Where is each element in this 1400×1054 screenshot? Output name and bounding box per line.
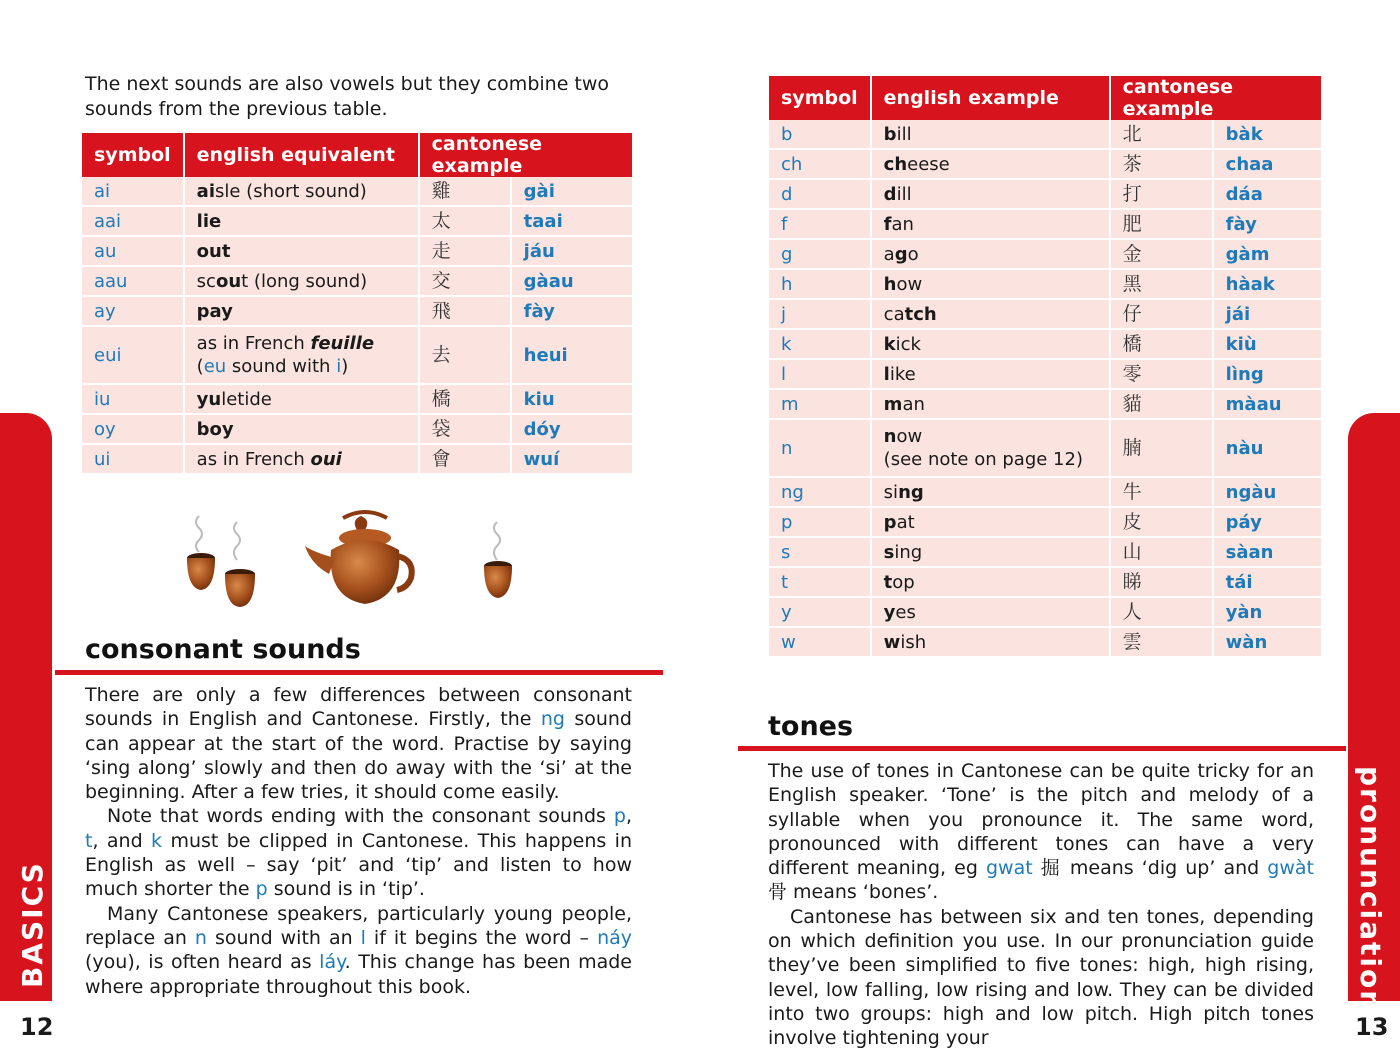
romanization-cell: jái — [1213, 299, 1321, 329]
chinese-character-cell: 睇 — [1110, 567, 1213, 597]
romanization-cell: wàn — [1213, 627, 1321, 657]
symbol-cell: aau — [82, 266, 184, 296]
table-row — [769, 419, 1321, 477]
romanization-cell: gàm — [1213, 239, 1321, 269]
chinese-character-cell: 會 — [419, 444, 511, 474]
english-cell: dill — [871, 179, 1110, 209]
romanization-cell: sàan — [1213, 537, 1321, 567]
chinese-character-cell: 金 — [1110, 239, 1213, 269]
english-cell: cheese — [871, 149, 1110, 179]
chinese-character-cell: 肥 — [1110, 209, 1213, 239]
chinese-character-cell: 牛 — [1110, 477, 1213, 507]
table-row — [769, 359, 1321, 389]
romanization-cell: chaa — [1213, 149, 1321, 179]
english-cell: aisle (short sound) — [184, 177, 419, 206]
english-cell: yes — [871, 597, 1110, 627]
table-row — [769, 120, 1321, 149]
vowel-table — [82, 133, 632, 475]
romanization-cell: lìng — [1213, 359, 1321, 389]
chinese-character-cell: 山 — [1110, 537, 1213, 567]
romanization-cell: páy — [1213, 507, 1321, 537]
chinese-character-cell: 零 — [1110, 359, 1213, 389]
english-cell: how — [871, 269, 1110, 299]
romanization-cell: dáa — [1213, 179, 1321, 209]
table-row — [769, 329, 1321, 359]
symbol-cell: eui — [82, 326, 184, 384]
consonant-sounds-heading: consonant sounds — [85, 634, 361, 665]
symbol-cell: ui — [82, 444, 184, 474]
tones-heading: tones — [768, 711, 854, 742]
header-english-equivalent: english equivalent — [184, 133, 419, 177]
english-cell: bill — [871, 120, 1110, 149]
section-divider — [738, 746, 1346, 751]
chinese-character-cell: 雲 — [1110, 627, 1213, 657]
english-cell: yuletide — [184, 384, 419, 414]
english-cell: kick — [871, 329, 1110, 359]
steaming-cup-icon — [225, 522, 255, 607]
header-english-example: english example — [871, 76, 1110, 120]
symbol-cell: d — [769, 179, 871, 209]
english-cell: man — [871, 389, 1110, 419]
romanization-cell: heui — [511, 326, 632, 384]
table-row — [769, 239, 1321, 269]
table-row — [769, 269, 1321, 299]
table-row — [82, 414, 632, 444]
teapot-icon — [305, 512, 412, 604]
romanization-cell: fày — [511, 296, 632, 326]
chinese-character-cell: 貓 — [1110, 389, 1213, 419]
table-row — [82, 236, 632, 266]
symbol-cell: aai — [82, 206, 184, 236]
romanization-cell: tái — [1213, 567, 1321, 597]
tones-paragraph-1: The use of tones in Cantonese can be quite tricky for an English speaker. ‘Tone’ is the pitch and melody of a syllable when you pronounce it. The same word, pronounced with different tones can have a very different meaning, eg gwat 掘 means ‘dig up’ and gwàt 骨 means ‘bones’. — [768, 760, 1314, 904]
symbol-cell: n — [769, 419, 871, 477]
section-divider — [55, 670, 663, 675]
romanization-cell: yàn — [1213, 597, 1321, 627]
english-cell: wish — [871, 627, 1110, 657]
symbol-cell: oy — [82, 414, 184, 444]
page-number-left: 12 — [20, 1013, 54, 1041]
english-cell: pay — [184, 296, 419, 326]
table-row — [82, 384, 632, 414]
romanization-cell: hàak — [1213, 269, 1321, 299]
table-row — [769, 627, 1321, 657]
table-header-row — [769, 76, 1321, 120]
header-cantonese-example: cantonese example — [1110, 76, 1321, 120]
english-cell: sing — [871, 477, 1110, 507]
chinese-character-cell: 北 — [1110, 120, 1213, 149]
chinese-character-cell: 腩 — [1110, 419, 1213, 477]
symbol-cell: m — [769, 389, 871, 419]
symbol-cell: au — [82, 236, 184, 266]
consonant-paragraph-3: Many Cantonese speakers, particularly young people, replace an n sound with an l if it begins the word – náy (you), is often heard as láy. This change has been made where appropriate throughout this book. — [85, 902, 633, 998]
romanization-cell: kiu — [511, 384, 632, 414]
chinese-character-cell: 去 — [419, 326, 511, 384]
english-cell: now (see note on page 12) — [871, 419, 1110, 477]
table-row — [82, 296, 632, 326]
chinese-character-cell: 走 — [419, 236, 511, 266]
romanization-cell: wuí — [511, 444, 632, 474]
steaming-cup-icon — [187, 516, 215, 590]
table-row — [769, 209, 1321, 239]
symbol-cell: p — [769, 507, 871, 537]
symbol-cell: ai — [82, 177, 184, 206]
chinese-character-cell: 人 — [1110, 597, 1213, 627]
table-row — [769, 149, 1321, 179]
page-number-right: 13 — [1355, 1013, 1389, 1041]
table-row — [769, 389, 1321, 419]
chinese-character-cell: 雞 — [419, 177, 511, 206]
table-header-row — [82, 133, 632, 177]
chinese-character-cell: 黑 — [1110, 269, 1213, 299]
chinese-character-cell: 橋 — [1110, 329, 1213, 359]
table-row — [82, 177, 632, 206]
symbol-cell: b — [769, 120, 871, 149]
chinese-character-cell: 太 — [419, 206, 511, 236]
table-row — [769, 597, 1321, 627]
english-cell: top — [871, 567, 1110, 597]
english-cell: like — [871, 359, 1110, 389]
chinese-character-cell: 袋 — [419, 414, 511, 444]
symbol-cell: w — [769, 627, 871, 657]
table-row — [82, 266, 632, 296]
romanization-cell: fày — [1213, 209, 1321, 239]
tea-illustration — [175, 508, 535, 618]
symbol-cell: y — [769, 597, 871, 627]
symbol-cell: j — [769, 299, 871, 329]
table-row — [769, 477, 1321, 507]
symbol-cell: t — [769, 567, 871, 597]
romanization-cell: dóy — [511, 414, 632, 444]
tones-paragraph-2: Cantonese has between six and ten tones, depending on which definition you use. In our pronunciation guide they’ve been simplified to five tones: high, high rising, level, low falling, low rising and low. They can be divided into two groups: high and low pitch. High pitch tones involve tightening your — [768, 905, 1314, 1050]
english-cell: lie — [184, 206, 419, 236]
intro-paragraph: The next sounds are also vowels but they combine two sounds from the previous table. — [85, 73, 610, 120]
table-row — [769, 507, 1321, 537]
english-cell: as in French feuille (eu sound with i) — [184, 326, 419, 384]
romanization-cell: jáu — [511, 236, 632, 266]
symbol-cell: ay — [82, 296, 184, 326]
table-row — [769, 299, 1321, 329]
symbol-cell: g — [769, 239, 871, 269]
table-row — [769, 179, 1321, 209]
english-cell: ago — [871, 239, 1110, 269]
romanization-cell: nàu — [1213, 419, 1321, 477]
romanization-cell: ngàu — [1213, 477, 1321, 507]
chinese-character-cell: 皮 — [1110, 507, 1213, 537]
table-row — [769, 567, 1321, 597]
chinese-character-cell: 交 — [419, 266, 511, 296]
symbol-cell: ch — [769, 149, 871, 179]
english-cell: pat — [871, 507, 1110, 537]
consonant-paragraph-2: Note that words ending with the consonant sounds p, t, and k must be clipped in Cantonese. This happens in English as well – say ‘pit’ and ‘tip’ and listen to how much shorter the p sound is in ‘tip’. — [85, 805, 632, 901]
table-row — [82, 444, 632, 474]
table-row — [769, 537, 1321, 567]
header-cantonese-example: cantonese example — [419, 133, 632, 177]
chinese-character-cell: 打 — [1110, 179, 1213, 209]
english-cell: boy — [184, 414, 419, 444]
symbol-cell: l — [769, 359, 871, 389]
section-tab-label: BASICS — [16, 861, 49, 988]
romanization-cell: taai — [511, 206, 632, 236]
header-symbol: symbol — [769, 76, 871, 120]
romanization-cell: gàau — [511, 266, 632, 296]
romanization-cell: màau — [1213, 389, 1321, 419]
english-cell: scout (long sound) — [184, 266, 419, 296]
symbol-cell: iu — [82, 384, 184, 414]
english-cell: catch — [871, 299, 1110, 329]
chinese-character-cell: 橋 — [419, 384, 511, 414]
romanization-cell: kiù — [1213, 329, 1321, 359]
symbol-cell: s — [769, 537, 871, 567]
romanization-cell: gài — [511, 177, 632, 206]
table-row — [82, 326, 632, 384]
english-cell: sing — [871, 537, 1110, 567]
romanization-cell: bàk — [1213, 120, 1321, 149]
chinese-character-cell: 仔 — [1110, 299, 1213, 329]
english-cell: fan — [871, 209, 1110, 239]
english-cell: out — [184, 236, 419, 266]
tones-body — [768, 759, 1314, 1051]
consonant-body — [85, 683, 632, 999]
symbol-cell: h — [769, 269, 871, 299]
consonant-paragraph-1: There are only a few differences between consonant sounds in English and Cantonese. Firstly, the ng sound can appear at the start of the word. Practise by saying ‘sing along’ slowly and then do away with the ‘si’ at the beginning. After a few tries, it should come easily. — [85, 684, 632, 804]
symbol-cell: k — [769, 329, 871, 359]
consonant-table — [769, 76, 1321, 658]
section-tab-label: pronunciation — [1354, 766, 1387, 1013]
steaming-cup-icon — [484, 522, 512, 598]
chinese-character-cell: 茶 — [1110, 149, 1213, 179]
table-row — [82, 206, 632, 236]
chinese-character-cell: 飛 — [419, 296, 511, 326]
english-cell: as in French oui — [184, 444, 419, 474]
symbol-cell: f — [769, 209, 871, 239]
header-symbol: symbol — [82, 133, 184, 177]
symbol-cell: ng — [769, 477, 871, 507]
